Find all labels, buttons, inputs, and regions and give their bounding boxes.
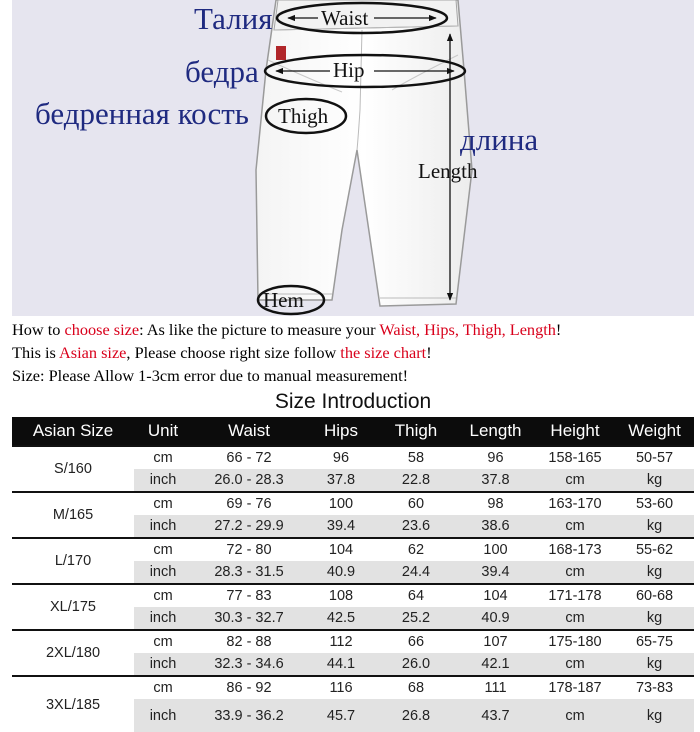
length-cell: 96 [456,446,535,469]
size-cell: M/165 [12,492,134,538]
table-row [12,446,694,469]
table-row [12,676,694,699]
unit-cell: inch [134,699,192,732]
hips-cell: 100 [306,492,376,515]
thigh-cell: 60 [376,492,456,515]
height-cell: cm [535,515,615,538]
waist-label-ru: Талия [194,1,273,36]
brand-tag-icon [276,46,286,60]
table-title: Size Introduction [12,386,694,417]
weight-cell: kg [615,469,694,492]
unit-cell: inch [134,607,192,630]
thigh-cell: 26.0 [376,653,456,676]
height-cell: cm [535,653,615,676]
pants-drawing [12,0,694,316]
weight-cell: kg [615,653,694,676]
waist-cell: 27.2 - 29.9 [192,515,306,538]
unit-cell: cm [134,584,192,607]
hips-cell: 116 [306,676,376,699]
size-notes [12,318,694,387]
thigh-label-en: Thigh [278,104,329,128]
thigh-cell: 23.6 [376,515,456,538]
thigh-cell: 64 [376,584,456,607]
hip-label-ru: бедра [185,54,259,89]
hips-cell: 42.5 [306,607,376,630]
header-height: Height [535,417,615,446]
hips-cell: 39.4 [306,515,376,538]
table-row [12,492,694,515]
size-chart-table [12,386,694,732]
length-cell: 38.6 [456,515,535,538]
waist-cell: 26.0 - 28.3 [192,469,306,492]
table-row [12,538,694,561]
length-cell: 42.1 [456,653,535,676]
hips-cell: 40.9 [306,561,376,584]
height-cell: 158-165 [535,446,615,469]
hips-cell: 104 [306,538,376,561]
waist-cell: 32.3 - 34.6 [192,653,306,676]
height-cell: cm [535,561,615,584]
length-cell: 98 [456,492,535,515]
weight-cell: 55-62 [615,538,694,561]
hips-cell: 108 [306,584,376,607]
hips-cell: 44.1 [306,653,376,676]
length-label-en: Length [418,159,478,183]
header-length: Length [456,417,535,446]
header-thigh: Thigh [376,417,456,446]
unit-cell: inch [134,561,192,584]
weight-cell: kg [615,561,694,584]
unit-cell: cm [134,630,192,653]
unit-cell: cm [134,492,192,515]
hem-label-en: Hem [263,288,304,312]
unit-cell: cm [134,676,192,699]
thigh-cell: 62 [376,538,456,561]
thigh-cell: 24.4 [376,561,456,584]
waist-cell: 82 - 88 [192,630,306,653]
size-cell: S/160 [12,446,134,492]
thigh-cell: 22.8 [376,469,456,492]
length-cell: 107 [456,630,535,653]
weight-cell: 65-75 [615,630,694,653]
table-row [12,630,694,653]
waist-label-en: Waist [321,6,369,30]
header-unit: Unit [134,417,192,446]
length-cell: 104 [456,584,535,607]
weight-cell: 73-83 [615,676,694,699]
length-cell: 43.7 [456,699,535,732]
length-cell: 40.9 [456,607,535,630]
note-line-asian-size: This is Asian size, Please choose right size follow the size chart! [12,343,432,362]
hips-cell: 45.7 [306,699,376,732]
height-cell: 163-170 [535,492,615,515]
thigh-cell: 68 [376,676,456,699]
weight-cell: kg [615,515,694,538]
header-asian-size: Asian Size [12,417,134,446]
waist-cell: 28.3 - 31.5 [192,561,306,584]
hips-cell: 96 [306,446,376,469]
note-line-measure: How to choose size: As like the picture to measure your Waist, Hips, Thigh, Length! [12,320,562,339]
table-row [12,584,694,607]
table-header-row [12,417,694,446]
weight-cell: kg [615,607,694,630]
waist-cell: 77 - 83 [192,584,306,607]
length-cell: 39.4 [456,561,535,584]
thigh-cell: 25.2 [376,607,456,630]
size-cell: L/170 [12,538,134,584]
thigh-label-ru: бедренная кость [35,96,249,131]
waist-cell: 30.3 - 32.7 [192,607,306,630]
size-cell: XL/175 [12,584,134,630]
pants-outline [256,0,472,306]
height-cell: 175-180 [535,630,615,653]
unit-cell: inch [134,515,192,538]
header-hips: Hips [306,417,376,446]
weight-cell: 60-68 [615,584,694,607]
height-cell: 178-187 [535,676,615,699]
weight-cell: kg [615,699,694,732]
weight-cell: 53-60 [615,492,694,515]
header-weight: Weight [615,417,694,446]
hips-cell: 37.8 [306,469,376,492]
length-label-ru: длина [460,122,539,157]
unit-cell: cm [134,446,192,469]
height-cell: cm [535,699,615,732]
waist-cell: 33.9 - 36.2 [192,699,306,732]
thigh-cell: 58 [376,446,456,469]
note-line-error: Size: Please Allow 1-3cm error due to manual measurement! [12,366,409,385]
length-cell: 100 [456,538,535,561]
size-cell: 2XL/180 [12,630,134,676]
hips-cell: 112 [306,630,376,653]
length-cell: 111 [456,676,535,699]
waist-cell: 69 - 76 [192,492,306,515]
header-waist: Waist [192,417,306,446]
waist-cell: 66 - 72 [192,446,306,469]
unit-cell: cm [134,538,192,561]
hip-label-en: Hip [333,58,365,82]
weight-cell: 50-57 [615,446,694,469]
size-cell: 3XL/185 [12,676,134,732]
thigh-cell: 66 [376,630,456,653]
height-cell: 168-173 [535,538,615,561]
height-cell: 171-178 [535,584,615,607]
unit-cell: inch [134,653,192,676]
length-cell: 37.8 [456,469,535,492]
height-cell: cm [535,469,615,492]
thigh-cell: 26.8 [376,699,456,732]
pants-measurement-illustration [12,0,694,316]
unit-cell: inch [134,469,192,492]
waist-cell: 72 - 80 [192,538,306,561]
height-cell: cm [535,607,615,630]
waist-cell: 86 - 92 [192,676,306,699]
